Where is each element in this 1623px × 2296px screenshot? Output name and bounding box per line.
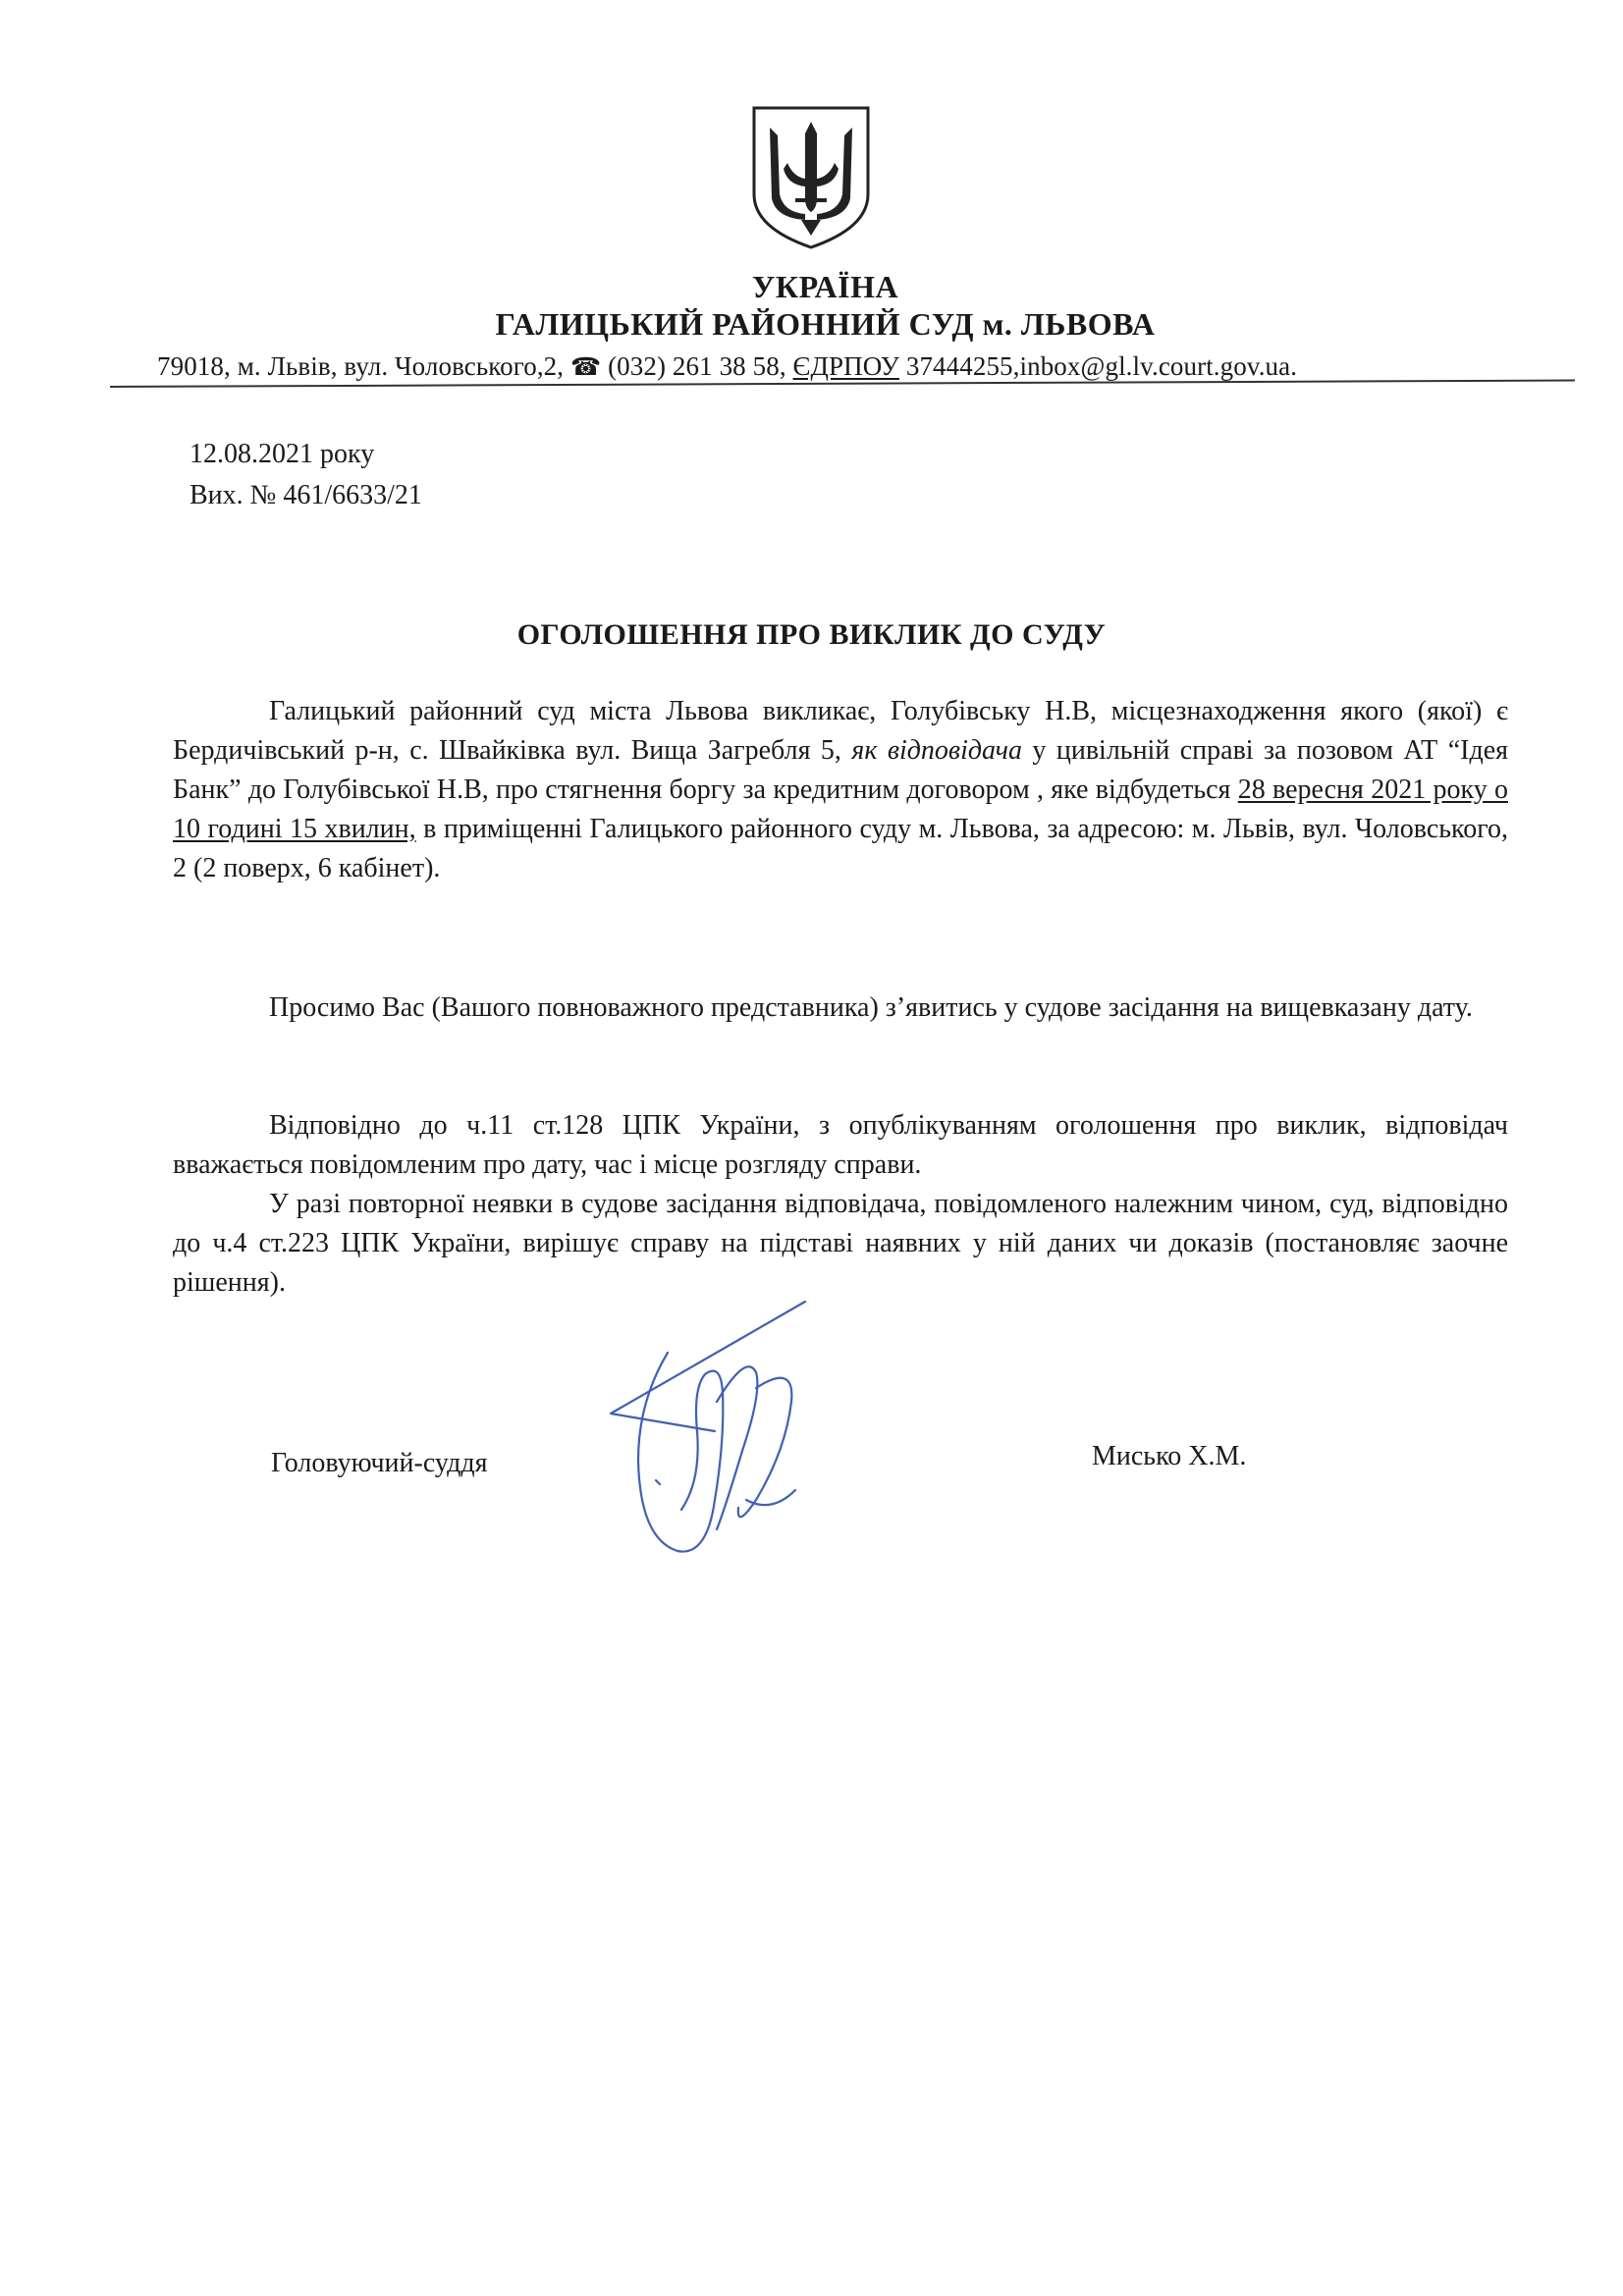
phone-number: (032) 261 38 58 (608, 351, 780, 381)
tryzub-emblem-icon (748, 104, 874, 249)
summons-text-end: в приміщенні Галицького районного суду м. Львова, за адресою: м. Львів, вул. Чоловського, 2 (2 поверх, 6 кабінет). (173, 814, 1509, 883)
postal-address: 79018, м. Львів, вул. Чоловського,2, (157, 351, 565, 381)
defendant-role-italic: як відповідача (851, 735, 1023, 766)
summons-text-middle: у цивільній справі за позовом АТ “Ідея Банк” до Голубівської Н.В, про стягнення боргу за кредитним договором , яке відбудеться (173, 735, 1508, 805)
country-heading: УКРАЇНА (751, 269, 899, 304)
court-name-heading: ГАЛИЦЬКИЙ РАЙОННИЙ СУД м. ЛЬВОВА (495, 306, 1156, 342)
document-date: 12.08.2021 року (189, 439, 375, 469)
edrpou-and-email: 37444255,inbox@gl.lv.court.gov.ua. (905, 351, 1298, 381)
summons-paragraph (173, 692, 1508, 888)
summons-text-start: Галицький районний суд міста Львова викликає, Голубівську Н.В, місцезнаходження якого (якої) є Бердичівський р-н, с. Швайківка вул. Вища Загребля 5, (173, 696, 1508, 766)
document-title: ОГОЛОШЕННЯ ПРО ВИКЛИК ДО СУДУ (516, 618, 1107, 651)
outgoing-number: Вих. № 461/6633/21 (189, 480, 422, 510)
telephone-icon: ☎ (569, 354, 602, 381)
court-address-line: 79018, м. Львів, вул. Чоловського,2, ☎ (032) 261 38 58, ЄДРПОУ 37444255,inbox@gl.lv.court.gov.ua. (157, 351, 1298, 381)
notification-paragraph: Відповідно до ч.11 ст.128 ЦПК України, з опублікуванням оголошення про виклик, відповідач вважається повідомленим про дату, час і місце розгляду справи. (173, 1110, 1508, 1180)
judge-name: Мисько Х.М. (1092, 1441, 1247, 1471)
handwritten-signature (599, 1294, 835, 1569)
hearing-datetime: 28 вересня 2021 року о 10 годині 15 хвилин, (173, 774, 1508, 844)
appearance-request-paragraph: Просимо Вас (Вашого повноважного представника) з’явитись у судове засідання на вищевказану дату. (269, 992, 1473, 1023)
judge-role-label: Головуючий-суддя (271, 1448, 488, 1478)
edrpou-label: ЄДРПОУ (792, 351, 899, 381)
non-appearance-paragraph: У разі повторної неявки в судове засідання відповідача, повідомленого належним чином, суд, відповідно до ч.4 ст.223 ЦПК України, вирішує справу на підставі наявних у ній даних чи доказів (постановляє заочне рішення). (173, 1189, 1508, 1298)
